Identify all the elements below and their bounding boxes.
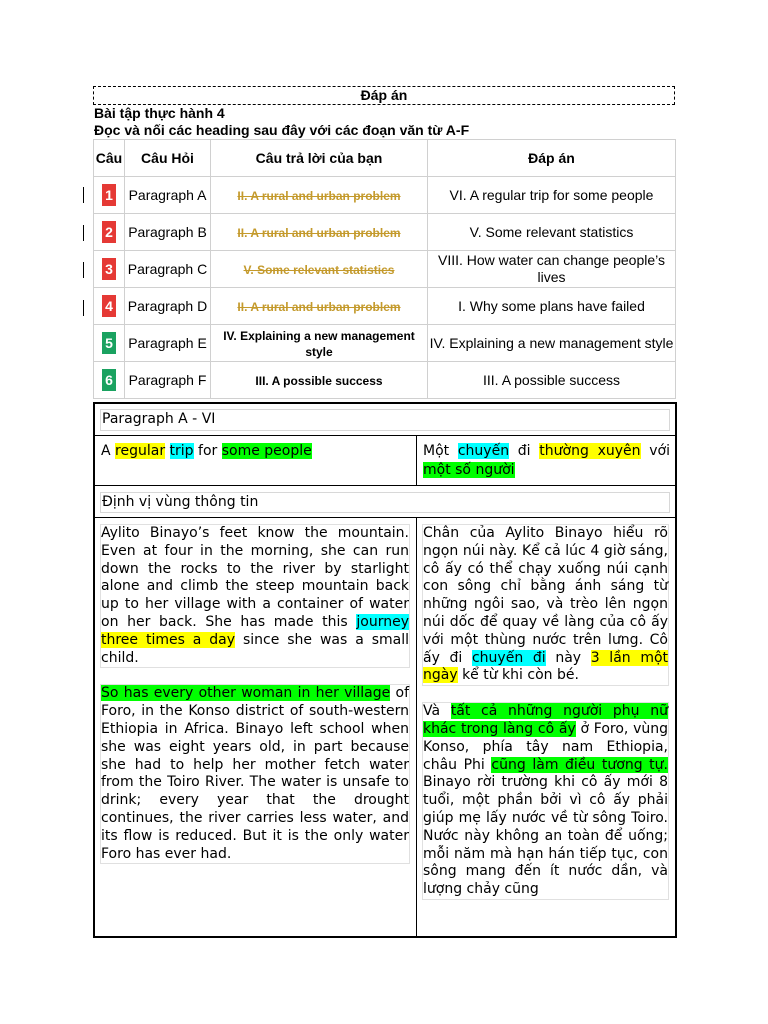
vietnamese-paragraph-2: Và tất cả những người phụ nữ khác trong làng cô ấy ở Foro, vùng Konso, phía tây nam Ethiopia, châu Phi cũng làm điều tương tự. Binayo rời trường khi cô ấy mới 8 tuổi, một phần bởi vì cô ấy phải giúp mẹ lấy nước về từ sông Toiro. Nước này không an toàn để uống; mỗi năm mà hạn hán tiếp tục, con sông mang đến ít nước dần, và lượng chảy cũng (422, 702, 669, 900)
english-phrase: A regular trip for some people (101, 443, 312, 459)
question-number (94, 177, 125, 214)
phrase-row (95, 436, 675, 486)
phrase-divider (416, 436, 417, 486)
your-answer: IV. Explaining a new management style (223, 329, 415, 359)
question-number-badge: 6 (102, 369, 116, 391)
wrong-answer-marker (83, 300, 84, 316)
hl-mot-so-nguoi: một số người (423, 462, 515, 478)
table-row (94, 251, 676, 288)
explanation-heading-row (95, 404, 675, 436)
vietnamese-passage (422, 524, 669, 930)
english-paragraph-2: So has every other woman in her village of Foro, in the Konso district of south-western Ethiopia in Africa. Binayo left school when she was eight years old, in part because she had to help her mother fetch water from the Toiro River. The water is unsafe to drink; every year that the drought continues, the river carries less water, and its flow is reduced. But it is the only water Foro has ever had. (100, 684, 410, 864)
your-answer-cell (211, 362, 428, 399)
exercise-instruction: Đọc và nối các heading sau đây với các đoạn văn từ A-F (94, 122, 470, 138)
answer-key-cell: III. A possible success (428, 362, 676, 399)
explanation-panel (93, 402, 677, 938)
exercise-title: Bài tập thực hành 4 (94, 105, 225, 121)
question-number-badge: 5 (102, 332, 116, 354)
answer-key-cell: IV. Explaining a new management style (428, 325, 676, 362)
your-answer: III. A possible success (255, 374, 383, 388)
col-header-num: Câu (94, 140, 125, 177)
locate-row (95, 486, 675, 518)
question-cell: Paragraph E (125, 325, 211, 362)
question-number (94, 362, 125, 399)
wrong-answer-marker (83, 187, 84, 203)
hl-journey: journey (356, 613, 409, 630)
your-answer: II. A rural and urban problem (237, 189, 401, 203)
hl-chuyen-di: chuyến đi (471, 649, 546, 666)
hl-regular: regular (115, 443, 166, 459)
question-number (94, 251, 125, 288)
hl-chuyen: chuyến (457, 443, 510, 459)
answer-sheet (93, 86, 675, 399)
answers-table-header (94, 140, 676, 177)
passage-divider (416, 517, 417, 936)
your-answer-cell (211, 214, 428, 251)
vietnamese-paragraph-1: Chân của Aylito Binayo hiểu rõ ngọn núi này. Kể cả lúc 4 giờ sáng, cô ấy có thể chạy xuống núi cạnh con sông chỉ bằng ánh sáng từ những ngôi sao, và trèo lên ngọn núi dốc để quay về làng của cô ấy với một thùng nước trên lưng. Cô ấy đi chuyến đi này 3 lần một ngày kể từ khi còn bé. (422, 524, 669, 686)
question-number-badge: 1 (102, 184, 116, 206)
table-row (94, 288, 676, 325)
english-phrase-box (100, 441, 410, 481)
col-header-question: Câu Hỏi (125, 140, 211, 177)
answer-header-title: Đáp án (360, 87, 408, 103)
answer-key-cell: VIII. How water can change people’s lives (428, 251, 676, 288)
answers-table (93, 139, 676, 399)
col-header-key: Đáp án (428, 140, 676, 177)
question-cell: Paragraph B (125, 214, 211, 251)
your-answer: V. Some relevant statistics (243, 263, 395, 277)
question-cell: Paragraph C (125, 251, 211, 288)
your-answer: II. A rural and urban problem (237, 226, 401, 240)
question-cell: Paragraph F (125, 362, 211, 399)
hl-every-other-woman: So has every other woman in her village (101, 685, 391, 702)
answers-table-body (94, 177, 676, 399)
explanation-heading: Paragraph A - VI (102, 411, 216, 427)
your-answer-cell (211, 325, 428, 362)
question-number-badge: 3 (102, 258, 116, 280)
wrong-answer-marker (83, 262, 84, 278)
hl-three-times: three times a day (101, 631, 236, 648)
hl-3-lan: 3 lần một ngày (423, 649, 669, 684)
question-number (94, 288, 125, 325)
answer-key-cell: I. Why some plans have failed (428, 288, 676, 325)
question-number-badge: 2 (102, 221, 116, 243)
question-number (94, 214, 125, 251)
table-row (94, 325, 676, 362)
locate-box (100, 492, 670, 513)
your-answer-cell (211, 177, 428, 214)
col-header-your-answer: Câu trả lời của bạn (211, 140, 428, 177)
your-answer-cell (211, 288, 428, 325)
english-paragraph-1: Aylito Binayo’s feet know the mountain. Even at four in the morning, she can run down the rocks to the river by starlight alone and climb the steep mountain back up to her village with a container of water on her back. She has made this journey three times a day since she was a small child. (100, 524, 410, 668)
question-cell: Paragraph D (125, 288, 211, 325)
answer-header (93, 86, 675, 105)
explanation-heading-box (100, 409, 670, 431)
question-number-badge: 4 (102, 295, 116, 317)
question-cell: Paragraph A (125, 177, 211, 214)
answer-key-cell: VI. A regular trip for some people (428, 177, 676, 214)
vietnamese-phrase: Một chuyến đi thường xuyên với một số người (423, 443, 670, 478)
hl-tat-ca: tất cả những người phụ nữ khác trong làng cô ấy (423, 703, 668, 737)
hl-thuong-xuyen: thường xuyên (539, 443, 641, 459)
hl-some-people: some people (221, 443, 312, 459)
locate-label: Định vị vùng thông tin (102, 494, 259, 510)
answer-key-cell: V. Some relevant statistics (428, 214, 676, 251)
wrong-answer-marker (83, 225, 84, 241)
your-answer-cell (211, 251, 428, 288)
table-row (94, 177, 676, 214)
english-passage (100, 524, 410, 864)
question-number (94, 325, 125, 362)
hl-trip: trip (169, 443, 194, 459)
your-answer: II. A rural and urban problem (237, 300, 401, 314)
hl-cung-lam: cũng làm điều tương tự. (491, 756, 668, 773)
table-row (94, 214, 676, 251)
table-row (94, 362, 676, 399)
vietnamese-phrase-box (422, 441, 671, 481)
